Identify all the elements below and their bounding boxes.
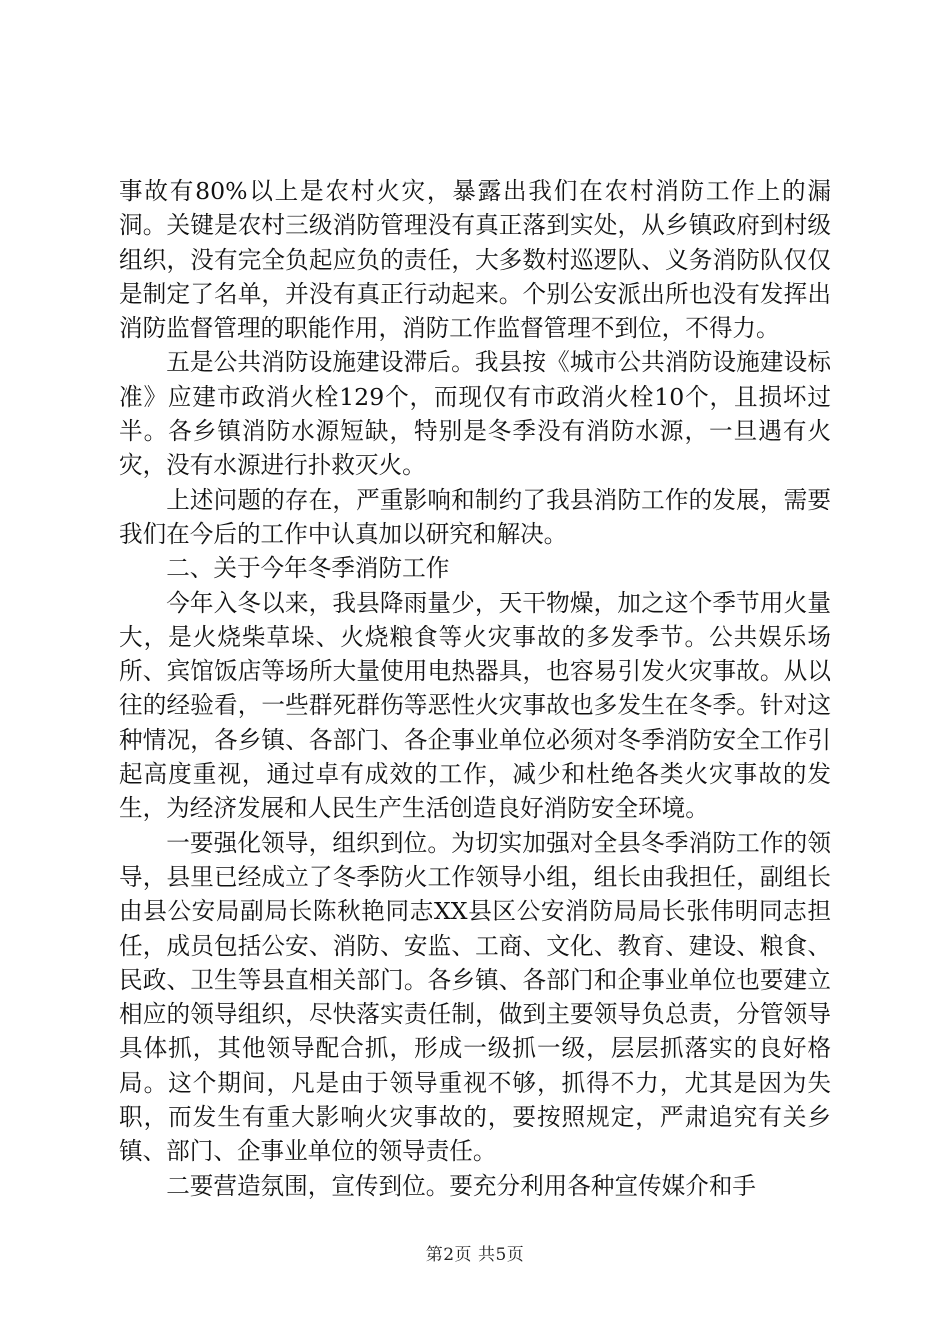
paragraph-3: 上述问题的存在，严重影响和制约了我县消防工作的发展，需要我们在今后的工作中认真加以研究和解决。 [119,485,831,548]
document-body [119,174,831,1203]
paragraph-2: 五是公共消防设施建设滞后。我县按《城市公共消防设施建设标准》应建市政消火栓129个，而现仅有市政消火栓10个，且损坏过半。各乡镇消防水源短缺，特别是冬季没有消防水源，一旦遇有火灾，没有水源进行扑救灭火。 [119,348,831,480]
section-heading: 二、关于今年冬季消防工作 [166,554,450,583]
paragraph-6: 二要营造氛围，宣传到位。要充分利用各种宣传媒介和手 [166,1171,757,1200]
paragraph-1: 事故有80%以上是农村火灾，暴露出我们在农村消防工作上的漏洞。关键是农村三级消防管理没有真正落到实处，从乡镇政府到村级组织，没有完全负起应负的责任，大多数村巡逻队、义务消防队仅仅是制定了名单，并没有真正行动起来。个别公安派出所也没有发挥出消防监督管理的职能作用，消防工作监督管理不到位，不得力。 [119,177,831,343]
page-number-footer: 第2页 共5页 [425,1245,525,1265]
paragraph-4: 今年入冬以来，我县降雨量少，天干物燥，加之这个季节用火量大，是火烧柴草垛、火烧粮食等火灾事故的多发季节。公共娱乐场所、宾馆饭店等场所大量使用电热器具，也容易引发火灾事故。从以往的经验看，一些群死群伤等恶性火灾事故也多发生在冬季。针对这种情况，各乡镇、各部门、各企事业单位必须对冬季消防安全工作引起高度重视，通过卓有成效的工作，减少和杜绝各类火灾事故的发生，为经济发展和人民生产生活创造良好消防安全环境。 [119,588,831,823]
paragraph-5: 一要强化领导，组织到位。为切实加强对全县冬季消防工作的领导，县里已经成立了冬季防火工作领导小组，组长由我担任，副组长由县公安局副局长陈秋艳同志XX县区公安消防局局长张伟明同志担任，成员包括公安、消防、安监、工商、文化、教育、建设、粮食、民政、卫生等县直相关部门。各乡镇、各部门和企事业单位也要建立相应的领导组织，尽快落实责任制，做到主要领导负总责，分管领导具体抓，其他领导配合抓，形成一级抓一级，层层抓落实的良好格局。这个期间，凡是由于领导重视不够，抓得不力，尤其是因为失职，而发生有重大影响火灾事故的，要按照规定，严肃追究有关乡镇、部门、企事业单位的领导责任。 [119,828,831,1166]
